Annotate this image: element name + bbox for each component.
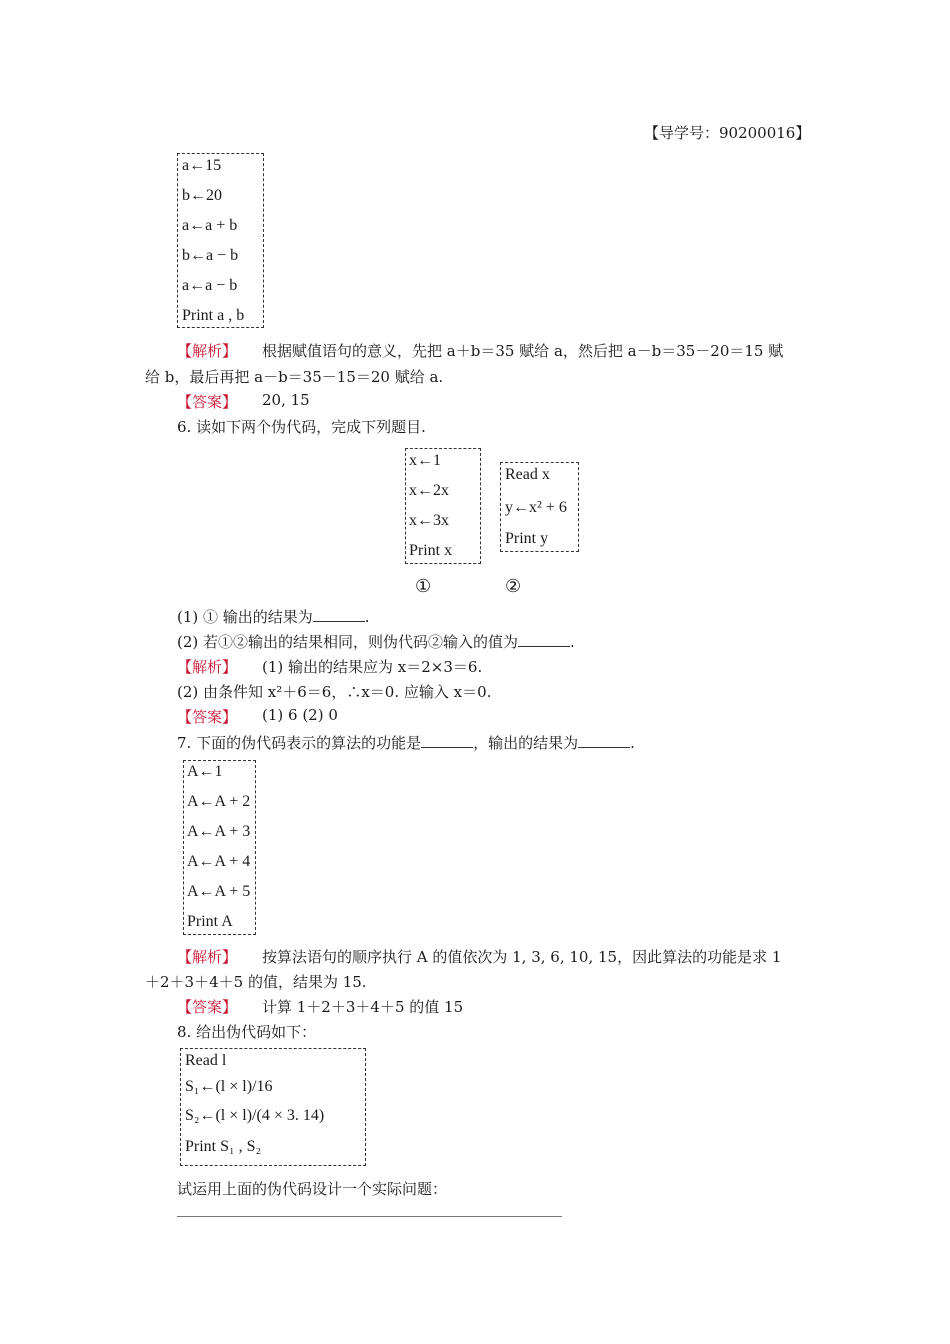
q8-code-line: S₂←(l × l)/(4 × 3. 14) — [185, 1107, 325, 1124]
q8-code-line: Print S₁ , S₂ — [185, 1138, 262, 1155]
answer-blank — [518, 632, 570, 647]
q7-code-line: Print A — [187, 913, 233, 930]
q8-code-line: Read l — [185, 1052, 227, 1069]
q6-code1-line: x←3x — [409, 512, 449, 529]
q7-code-line: A←1 — [187, 763, 223, 780]
q5-code-line: a←a − b — [182, 277, 238, 294]
analysis-label: 【解析】 — [177, 948, 238, 966]
stem-text: ，输出的结果为 — [473, 734, 579, 752]
answer-blank — [421, 733, 473, 748]
answer-blank — [313, 607, 365, 622]
analysis-label: 【解析】 — [177, 342, 238, 360]
code-label-2: ② — [505, 576, 522, 597]
answer-label: 【答案】 — [177, 393, 238, 411]
question-stem — [177, 732, 635, 753]
q6-code2-line: y←x² + 6 — [505, 499, 567, 516]
q7-code-line: A←A + 2 — [187, 793, 251, 810]
q5-code-line: Print a , b — [182, 307, 245, 324]
analysis-text: 按算法语句的顺序执行 A 的值依次为 1, 3, 6, 10, 15，因此算法的功能是求 1 — [262, 948, 782, 966]
q5-code-line: b←a − b — [182, 247, 239, 264]
q7-code-line: A←A + 3 — [187, 823, 251, 840]
answer-label: 【答案】 — [177, 998, 238, 1016]
code-label-1: ① — [415, 576, 432, 597]
question-part-1 — [177, 606, 370, 627]
answer-label: 【答案】 — [177, 708, 238, 726]
question-stem: 6. 读如下两个伪代码，完成下列题目. — [177, 418, 426, 436]
q7-code-line: A←A + 5 — [187, 883, 251, 900]
question-part-2 — [177, 631, 575, 652]
analysis-text: 给 b，最后再把 a－b＝35－15＝20 赋给 a. — [145, 368, 444, 386]
answer-line — [177, 1216, 562, 1217]
question-stem: 8. 给出伪代码如下： — [177, 1023, 317, 1041]
q8-code-line: S₁←(l × l)/16 — [185, 1078, 273, 1095]
stem-end: . — [630, 734, 635, 752]
q6-code1-line: x←1 — [409, 452, 441, 469]
task-text: 试运用上面的伪代码设计一个实际问题： — [177, 1180, 448, 1198]
q5-code-line: a←a + b — [182, 217, 238, 234]
answer-blank — [578, 733, 630, 748]
q7-code-line: A←A + 4 — [187, 853, 251, 870]
q6-code1-line: x←2x — [409, 482, 449, 499]
part-end: . — [570, 633, 575, 651]
answer-text: (1) 6 (2) 0 — [262, 706, 338, 724]
q6-code2-line: Print y — [505, 530, 549, 547]
part-text: (2) 若①②输出的结果相同，则伪代码②输入的值为 — [177, 633, 519, 651]
analysis-label: 【解析】 — [177, 658, 238, 676]
q5-code-box — [177, 153, 264, 328]
q6-code1-line: Print x — [409, 542, 453, 559]
analysis-text: (1) 输出的结果应为 x＝2×3＝6. — [262, 658, 483, 676]
answer-text: 计算 1＋2＋3＋4＋5 的值 15 — [262, 998, 464, 1016]
analysis-text: ＋2＋3＋4＋5 的值，结果为 15. — [145, 973, 367, 991]
q5-code-line: b←20 — [182, 187, 222, 204]
stem-text: 7. 下面的伪代码表示的算法的功能是 — [177, 734, 422, 752]
answer-text: 20, 15 — [262, 391, 310, 409]
guide-number: 【导学号：90200016】 — [644, 124, 811, 142]
q7-code-box — [183, 760, 256, 935]
analysis-text: (2) 由条件知 x²＋6＝6，∴x＝0. 应输入 x＝0. — [177, 683, 492, 701]
part-text: (1) ① 输出的结果为 — [177, 608, 313, 626]
q5-code-line: a←15 — [182, 157, 222, 174]
q6-code2-line: Read x — [505, 466, 550, 483]
part-end: . — [364, 608, 370, 626]
analysis-text: 根据赋值语句的意义，先把 a＋b＝35 赋给 a，然后把 a－b＝35－20＝15 赋 — [262, 342, 784, 360]
